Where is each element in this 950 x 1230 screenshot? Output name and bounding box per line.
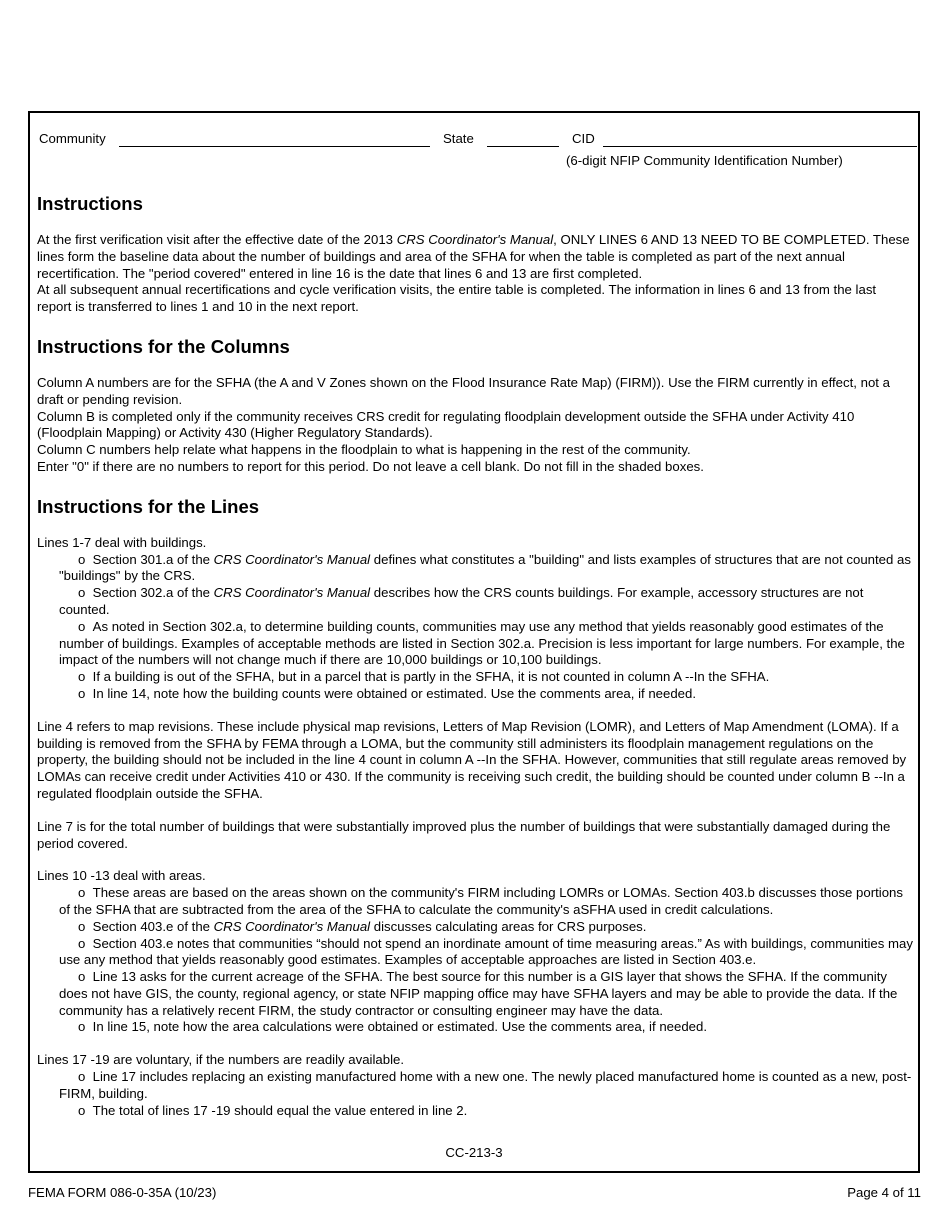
bullet: o: [78, 618, 86, 634]
list-item: o Section 403.e notes that communities “should not spend an inordinate amount of time measuring areas.” As with buildings, communities may use any method that yields reasonably good estimates. Examples of acceptable approaches are listed in Section 403.e.: [59, 935, 913, 968]
columns-paragraph-b: Column B is completed only if the community receives CRS credit for regulating floodplain development outside the SFHA under Activity 410 (Floodplain Mapping) or Activity 430 (Higher Regulatory Standards).: [37, 408, 855, 441]
areas-list: [37, 885, 913, 1036]
form-id: FEMA FORM 086-0-35A (10/23): [28, 1185, 217, 1200]
list-item: o Line 13 asks for the current acreage of the SFHA. The best source for this number is a GIS layer that shows the SFHA. If the community does not have GIS, the county, regional agency, or state NFIP mapping office may have SFHA layers and may be able to provide the data. If the community has a relatively recent FIRM, the study contractor or consulting engineer may have the data.: [59, 969, 898, 1018]
state-field[interactable]: [487, 146, 559, 147]
bullet: o: [78, 885, 86, 901]
list-item: o These areas are based on the areas shown on the community's FIRM including LOMRs or LOMAs. Section 403.b discusses those portions of the SFHA that are subtracted from the area of the SFHA to calculate the community's aSFHA used in credit calculations.: [59, 885, 903, 917]
cid-label: CID: [572, 131, 595, 146]
instructions-content: [37, 193, 913, 1119]
line7-paragraph: Line 7 is for the total number of buildings that were substantially improved plus the number of buildings that were substantially damaged during the period covered.: [37, 818, 891, 851]
columns-paragraph-c: Column C numbers help relate what happens in the floodplain to what is happening in the rest of the community.: [37, 442, 691, 458]
community-field[interactable]: [119, 146, 430, 147]
bullet: o: [78, 669, 86, 685]
page-code: CC-213-3: [445, 1145, 503, 1160]
buildings-intro: Lines 1-7 deal with buildings.: [37, 534, 207, 550]
voluntary-intro: Lines 17 -19 are voluntary, if the numbers are readily available.: [37, 1052, 405, 1068]
bullet: o: [78, 585, 86, 601]
columns-paragraph-a: Column A numbers are for the SFHA (the A and V Zones shown on the Flood Insurance Rate Map) (FIRM)). Use the FIRM currently in effect, not a draft or pending revision.: [37, 374, 890, 407]
list-item: o Section 403.e of the CRS Coordinator's Manual discusses calculating areas for CRS purposes.: [78, 918, 647, 934]
list-item: o Section 301.a of the CRS Coordinator's Manual defines what constitutes a "building" and lists examples of structures that are not counted as "buildings" by the CRS.: [59, 551, 911, 584]
areas-intro: Lines 10 -13 deal with areas.: [37, 868, 206, 884]
list-item: o In line 15, note how the area calculations were obtained or estimated. Use the comments area, if needed.: [78, 1019, 707, 1035]
bullet: o: [78, 918, 86, 934]
voluntary-list: [37, 1069, 913, 1119]
community-label: Community: [39, 131, 106, 146]
form-frame: [28, 111, 920, 1173]
list-item: o The total of lines 17 -19 should equal the value entered in line 2.: [78, 1102, 468, 1118]
bullet: o: [78, 1102, 86, 1118]
columns-heading: Instructions for the Columns: [37, 335, 290, 357]
list-item: o Line 17 includes replacing an existing manufactured home with a new one. The newly placed manufactured home is counted as a new, post-FIRM, building.: [59, 1069, 912, 1101]
list-item: o As noted in Section 302.a, to determine building counts, communities may use any method that yields reasonably good estimates of the number of buildings. Examples of acceptable methods are listed in Section 302.a. Precision is less important for large numbers. For example, the impact of the numbers will not change much if there are 10,000 buildings or 10,100 buildings.: [59, 618, 905, 668]
state-label: State: [443, 131, 474, 146]
instructions-paragraph-1: At the first verification visit after the effective date of the 2013 CRS Coordinator's Manual, ONLY LINES 6 AND 13 NEED TO BE COMPLETED. These lines form the baseline data about the number of buildings and area of the SFHA for when the table is completed as part of the next annual recertification. The "period covered" entered in line 16 is the date that lines 6 and 13 are first completed.: [37, 232, 910, 281]
bullet: o: [78, 969, 86, 985]
bullet: o: [78, 685, 86, 701]
community-header-row: [30, 131, 918, 151]
bullet: o: [78, 935, 86, 951]
buildings-list: [37, 552, 913, 703]
bullet: o: [78, 1069, 86, 1085]
list-item: o If a building is out of the SFHA, but in a parcel that is partly in the SFHA, it is not counted in column A --In the SFHA.: [78, 669, 770, 685]
cid-field[interactable]: [603, 146, 917, 147]
cid-note: (6-digit NFIP Community Identification Number): [566, 153, 843, 168]
bullet: o: [78, 1019, 86, 1035]
instructions-heading: Instructions: [37, 193, 143, 214]
bullet: o: [78, 551, 86, 567]
page-number: Page 4 of 11: [847, 1185, 921, 1200]
line4-paragraph: Line 4 refers to map revisions. These include physical map revisions, Letters of Map Revision (LOMR), and Letters of Map Amendment (LOMA). If a building is removed from the SFHA by FEMA through a LOMA, but the community still administers its floodplain management regulations on the property, the building should not be included in the line 4 count in column A --In the SFHA. However, communities that still regulate areas removed by LOMAs can receive credit under Activities 410 or 430. If the community is receiving such credit, the building should be counted under column B --In a regulated floodplain outside the SFHA.: [37, 718, 907, 801]
list-item: o In line 14, note how the building counts were obtained or estimated. Use the comments area, if needed.: [78, 685, 696, 701]
instructions-paragraph-2: At all subsequent annual recertifications and cycle verification visits, the entire table is completed. The information in lines 6 and 13 from the last report is transferred to lines 1 and 10 in the next report.: [37, 282, 877, 315]
list-item: o Section 302.a of the CRS Coordinator's Manual describes how the CRS counts buildings. For example, accessory structures are not counted.: [59, 585, 864, 617]
columns-paragraph-zero: Enter "0" if there are no numbers to report for this period. Do not leave a cell blank. Do not fill in the shaded boxes.: [37, 458, 704, 474]
lines-heading: Instructions for the Lines: [37, 495, 260, 517]
